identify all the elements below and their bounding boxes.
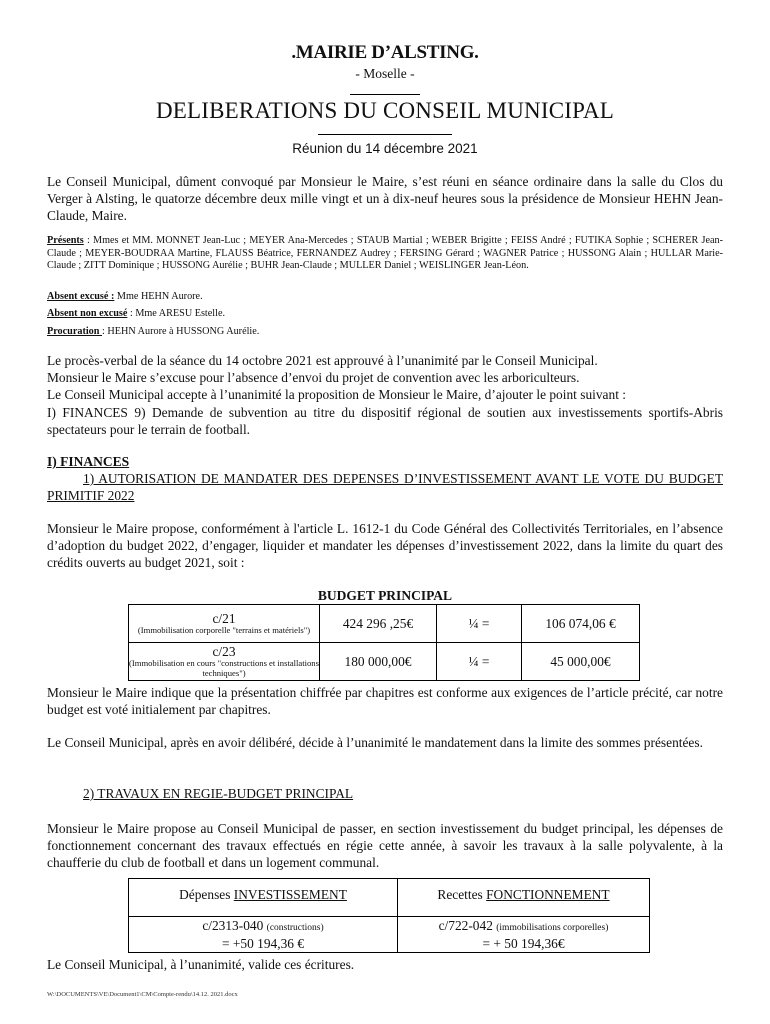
account-cell	[129, 643, 320, 681]
item2-paragraph: Monsieur le Maire propose au Conseil Municipal de passer, en section investissement du budget principal, les dépenses de fonctionnement concernant des travaux effectués en régie cette année, à savoir les travaux à la salle polyvalente, à la chaufferie du club de football et dans un logement communal.	[47, 821, 723, 871]
budget-title: BUDGET PRINCIPAL	[317, 588, 453, 603]
depenses-amount: = +50 194,36 €	[221, 936, 305, 951]
item1-decision: Le Conseil Municipal, après en avoir délibéré, décide à l’unanimité le mandatement dans la limite des sommes présentées.	[47, 735, 703, 750]
recettes-header	[398, 879, 650, 917]
depenses-label: INVESTISSEMENT	[233, 887, 347, 902]
recettes-label: FONCTIONNEMENT	[486, 887, 610, 902]
absent-non-excuse-text: : Mme ARESU Estelle.	[127, 308, 226, 319]
table-row	[129, 879, 650, 917]
budget-table	[128, 604, 640, 681]
depenses-header	[129, 879, 398, 917]
account-desc: (Immobilisation en cours "constructions et installations techniques")	[129, 657, 319, 678]
recettes-desc: (immobilisations corporelles)	[496, 923, 609, 933]
account-code: c/21	[212, 610, 236, 626]
reunion-date: Réunion du 14 décembre 2021	[292, 141, 478, 156]
recettes-account: c/722-042	[438, 918, 493, 933]
amount-cell: 424 296 ,25€	[320, 605, 437, 643]
item1-paragraph: Monsieur le Maire propose, conformément à l'article L. 1612-1 du Code Général des Collectivités Territoriales, en l’absence d’adoption du budget 2022, d’engager, liquider et mandater les dépenses d’investissement 2022, dans la limite du quart des crédits ouverts au budget 2021, soit :	[47, 521, 723, 571]
page-title: DELIBERATIONS DU CONSEIL MUNICIPAL	[155, 98, 615, 123]
table-row	[129, 605, 640, 643]
recettes-amount: = + 50 194,36€	[482, 936, 565, 951]
account-desc: (Immobilisation corporelle "terrains et matériels")	[137, 624, 311, 635]
footer-file-path: W:\DOCUMENTS\VE\Document1\CM\Compte-rendu\14.12. 2021.docx	[47, 991, 238, 998]
mairie-title: .MAIRIE D’ALSTING.	[291, 42, 479, 63]
item2-decision: Le Conseil Municipal, à l’unanimité, valide ces écritures.	[47, 957, 355, 972]
recettes-value-cell	[398, 917, 650, 953]
absent-non-excuse-label: Absent non excusé	[47, 308, 128, 319]
pv-line-1: Le procès-verbal de la séance du 14 octobre 2021 est approuvé à l’unanimité par le Conseil Municipal.	[47, 353, 598, 368]
finances-heading: I) FINANCES	[47, 454, 130, 469]
absent-excuse	[47, 291, 203, 304]
depenses-account: c/2313-040	[202, 918, 264, 933]
regie-table	[128, 878, 650, 953]
result-cell: 45 000,00€	[522, 643, 640, 681]
amount-cell: 180 000,00€	[320, 643, 437, 681]
presents-paragraph	[47, 235, 723, 273]
item1-title: 1) AUTORISATION DE MANDATER DES DEPENSES D’INVESTISSEMENT AVANT LE VOTE DU BUDGET PRIMITIF 2022	[47, 471, 723, 504]
depenses-value-cell	[129, 917, 398, 953]
recettes-account-line	[398, 918, 649, 936]
account-code: c/23	[212, 643, 236, 659]
header-rule-1	[350, 94, 420, 95]
intro-paragraph: Le Conseil Municipal, dûment convoqué par Monsieur le Maire, s’est réuni en séance ordinaire dans la salle du Clos du Verger à Alsting, le quatorze décembre deux mille vingt et un à dix-neuf heures sous la présidence de Monsieur HEHN Jean-Claude, Maire.	[47, 174, 723, 224]
result-cell: 106 074,06 €	[522, 605, 640, 643]
absent-excuse-text: Mme HEHN Aurore.	[114, 291, 203, 302]
ratio-cell: ¼ =	[437, 643, 522, 681]
presents-label: Présents	[47, 235, 84, 246]
moselle-subtitle: - Moselle -	[355, 66, 415, 81]
pv-line-3: Le Conseil Municipal accepte à l’unanimité la proposition de Monsieur le Maire, d’ajouter le point suivant :	[47, 387, 626, 403]
procuration	[47, 326, 259, 339]
pv-paragraph	[47, 352, 723, 438]
absent-non-excuse	[47, 308, 225, 321]
procuration-label: Procuration	[47, 326, 102, 337]
depenses-desc: (constructions)	[266, 923, 324, 933]
procuration-text: : HEHN Aurore à HUSSONG Aurélie.	[102, 326, 260, 337]
pv-line-2: Monsieur le Maire s’excuse pour l’absence d’envoi du projet de convention avec les arboriculteurs.	[47, 370, 580, 386]
header-rule-2	[318, 134, 452, 135]
item2-title: 2) TRAVAUX EN REGIE-BUDGET PRINCIPAL	[83, 786, 354, 801]
recettes-prefix: Recettes	[437, 887, 487, 902]
table-row	[129, 917, 650, 953]
depenses-prefix: Dépenses	[179, 887, 234, 902]
account-cell	[129, 605, 320, 643]
pv-line-4: I) FINANCES 9) Demande de subvention au titre du dispositif régional de soutien aux investissements sportifs-Abris spectateurs pour le terrain de football.	[47, 404, 723, 437]
depenses-account-line	[129, 918, 397, 936]
ratio-cell: ¼ =	[437, 605, 522, 643]
table-row	[129, 643, 640, 681]
presents-text: : Mmes et MM. MONNET Jean-Luc ; MEYER Ana-Mercedes ; STAUB Martial ; WEBER Brigitte ; FEISS André ; FUTIKA Sophie ; SCHERER Jean-Claude ; MEYER-BOUDRAA Martine, FLAUSS Béatrice, FERNANDEZ Audrey ; FERSING Gérard ; WAGNER Patrice ; HUSSONG Alain ; HULLAR Marie-Claude ; ZITT Dominique ; HUSSONG Aurélie ; BUHR Jean-Claude ; MULLER Daniel ; WEISLINGER Jean-Léon.	[47, 235, 723, 272]
absent-excuse-label: Absent excusé :	[47, 291, 115, 302]
item1-after-paragraph: Monsieur le Maire indique que la présentation chiffrée par chapitres est conforme aux exigences de l’article précité, car notre budget est voté initialement par chapitres.	[47, 685, 723, 718]
